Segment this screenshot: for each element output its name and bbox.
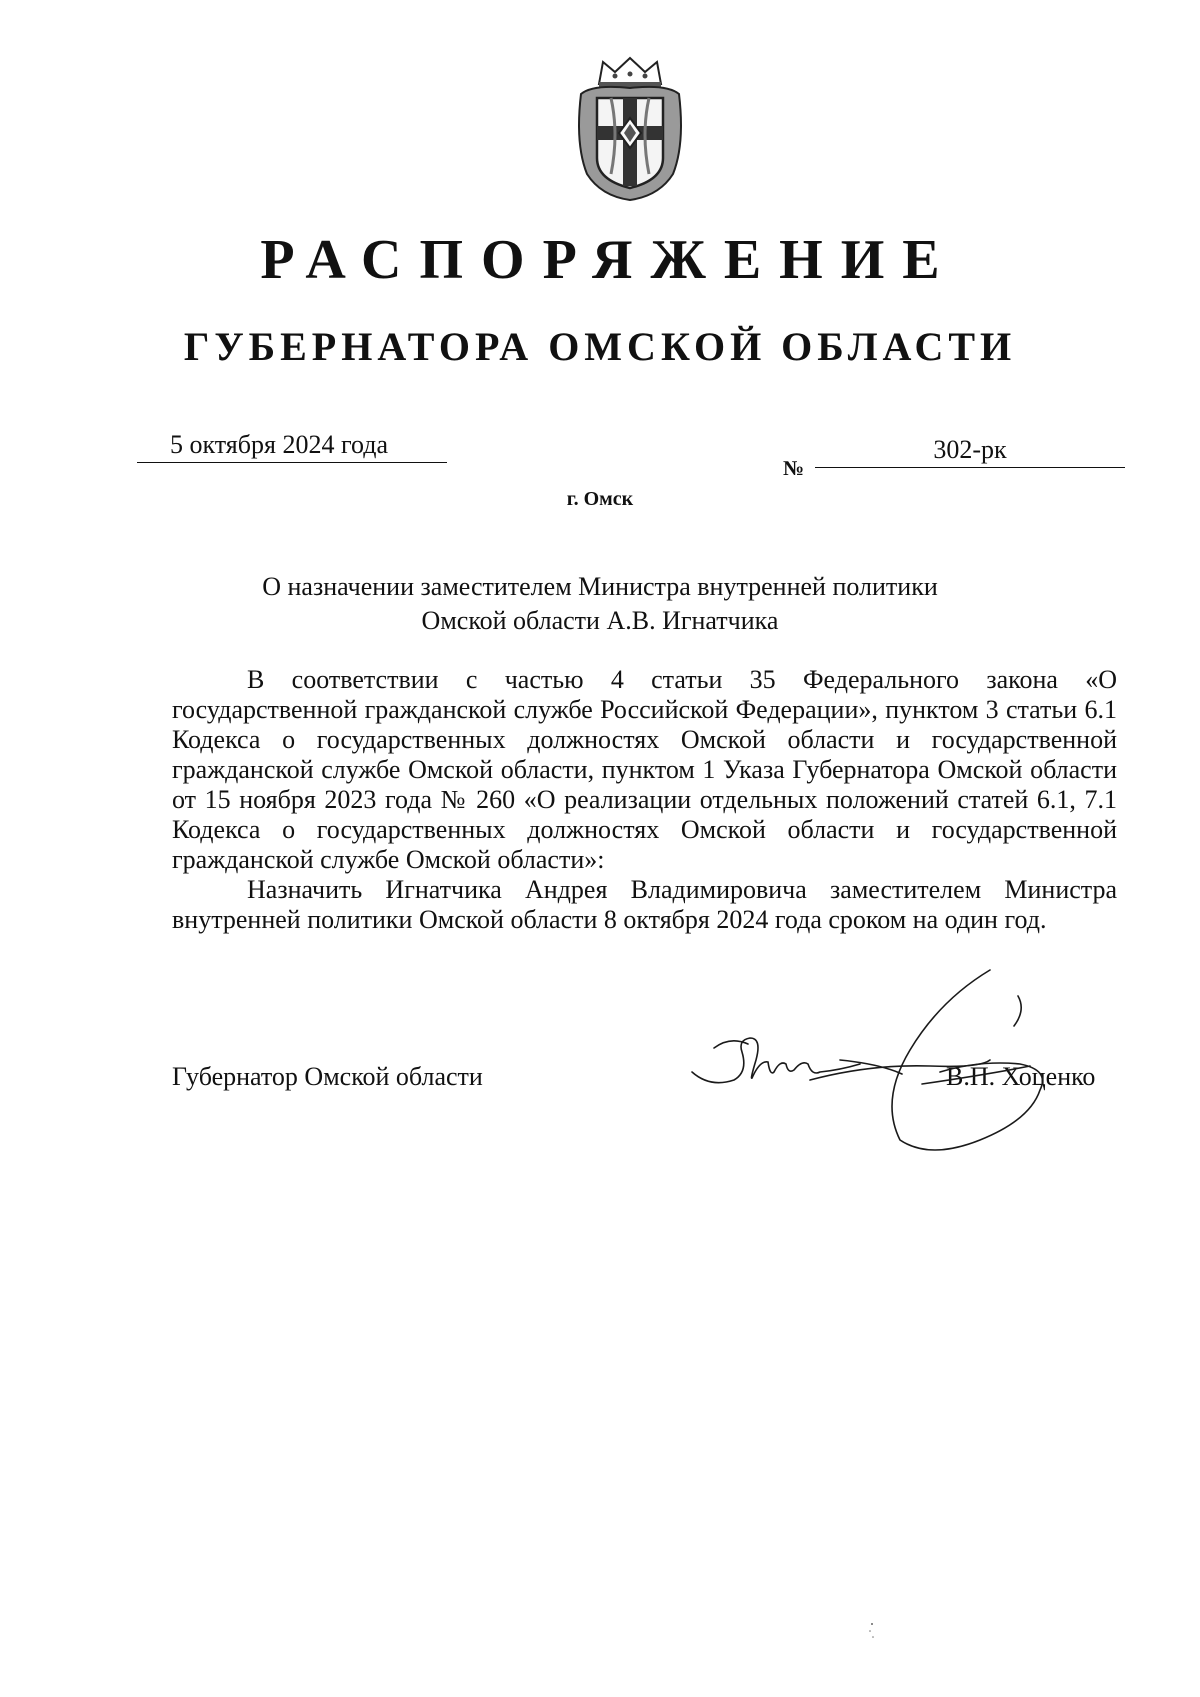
handwritten-signature	[690, 960, 1110, 1160]
signer-position: Губернатор Омской области	[172, 1062, 483, 1091]
document-subject	[170, 570, 1030, 638]
scan-speck	[866, 1620, 878, 1640]
document-title: РАСПОРЯЖЕНИЕ	[260, 229, 958, 291]
body-paragraph-1: В соответствии с частью 4 статьи 35 Федерального закона «О государственной гражданской службе Российской Федерации», пунктом 3 статьи 6.1 Кодекса о государственных должностях Омской области и государственной гражданской службе Омской области, пунктом 1 Указа Губернатора Омской области от 15 ноября 2023 года № 260 «О реализации отдельных положений статей 6.1, 7.1 Кодекса о государственных должностях Омской области и государственной гражданской службе Омской области»:	[172, 665, 1117, 874]
subject-line-1: О назначении заместителем Министра внутренней политики	[262, 572, 938, 601]
signer-name: В.П. Хоценко	[946, 1062, 1096, 1091]
document-date: 5 октября 2024 года	[137, 428, 447, 463]
coat-of-arms-icon	[571, 54, 689, 202]
document-city: г. Омск	[566, 488, 634, 510]
document-body	[172, 665, 1117, 935]
body-paragraph-2: Назначить Игнатчика Андрея Владимировича заместителем Министра внутренней политики Омской области 8 октября 2024 года сроком на один год.	[172, 875, 1117, 934]
number-sign: №	[783, 456, 805, 480]
subject-line-2: Омской области А.В. Игнатчика	[421, 606, 779, 635]
document-number: 302-рк	[815, 433, 1125, 468]
document-subtitle: ГУБЕРНАТОРА ОМСКОЙ ОБЛАСТИ	[183, 324, 1017, 369]
